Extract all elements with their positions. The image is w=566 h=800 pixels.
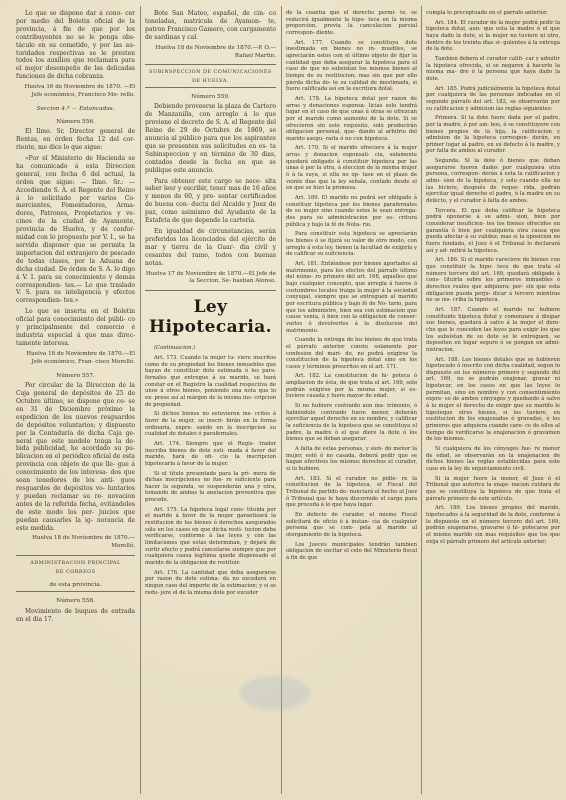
article: de la cuantía que el derecho permi- te, se reducirá igualmente la hipo- teca en la misma proporcion, previa la cancelacion parcial correspon- diente. bbox=[286, 10, 417, 36]
subinspection-subtitle: DE HUELVA. bbox=[192, 78, 229, 85]
article: Tambien deberá el curador califi- car y admitir la hipoteca ofrecida, si se negaren á hacerlo la misma ma- dre ó la persona que haya dado la dote. bbox=[426, 55, 560, 82]
notice-number: Número 556. bbox=[56, 118, 95, 125]
paragraph: Lo que se dispone dar á cono- cer por medio del Boletin oficial de la provincia, á fin de que por los contribuyentes no se le ponga obs- táculo en su cometido, y por las au- toridades respectivas se le presten todos los auxilios que reclamara para el mejor desempeño de las delicadas funciones de dicha cobranza. bbox=[16, 10, 135, 81]
article: En defecto de curador, el mismo Fiscal solicitará de oficio ó á instan- cia de cualquier persona que se com- pela al marido al otorgamiento de la hipoteca. bbox=[286, 511, 417, 538]
article: Si el título presentado para la pri- mera de dichas inscripciones no fue- re suficiente para hacer la segunda, se suspenderán una y otra, tomando de ambas la anotacion preventiva que procede. bbox=[145, 470, 276, 504]
signature: Huelva 18 de Noviembre de 1870.—P. O.—Rafael Martin. bbox=[155, 44, 276, 59]
paragraph: Por circular de la Direccion de la Caja general de depósitos de 25 de Octubre último, se dispone que co- se en 31 de Diciembre próximo la espedicion de los nuevos resguardos de depósitos voluntarios; y dispuesto por la Contaduría de dicha Caja ge- neral que este modelo tenga la de- bida publicidad, he acordado su pu- blicacion en el periódico oficial de esta provincia con objeto de que lle- gue á conocimiento de los interesa- dos que sean tenedores de los anti- guos resguardos de depósitos vo- luntarios y puedan reclamar su re- novacion antes de la referida fecha, evitándoles de este modo los per- juicios que puedan causarles la ig- norancia de este medida. bbox=[16, 382, 135, 532]
signature: Huelva 16 de Noviembre de 1870. —El Jefe económico, Francisco Mo- rello. bbox=[24, 84, 135, 99]
column-3 bbox=[286, 10, 417, 794]
notice-number: Número 559. bbox=[191, 93, 230, 100]
article: Primera. Si la dote fuere dada por el padre, por la madre, ó por am- bos, ó se constituyere con bienes propios de la hija, la calificacion y admision de la hipoteca correspon- derán, en primer lugar al padre, en su defecto á la madre, y por falta de ambos al curador. bbox=[426, 115, 560, 155]
paragraph: En igualdad de circunstancias, serán preferidos los licenciados del ejército de mar y tierra de la Guar- dia civil y cesantes del ramo, todos con buenas notas. bbox=[145, 228, 276, 267]
article: Para constituir esta hipoteca se apreciarán los bienes ó se fijará su valor de otro modo, con arreglo á esta ley, tienen la facultad de exigirla y de calificar su suficiencia. bbox=[286, 231, 417, 258]
divider bbox=[16, 555, 135, 556]
article: Art. 178. La hipoteca dotal por razon de arras y donaciones esponsa- licias solo tendrá lugar en el caso de que unas ú otras se ofrezcan por el marido como aumento de la dote. Si se ofrecieren sin este requisito, solo producirán obligacion personal, que- dando al arbitrio del marido asegu- rarla ó no con hipoteca. bbox=[286, 95, 417, 142]
column-rule bbox=[140, 6, 141, 794]
column-rule bbox=[421, 6, 422, 794]
article: Art. 185. Podrá judicialmente la hipoteca dotal por cualquiera de las personas indicadas en el segundo párrafo del art. 182, se observarán por su calificacion y admision las reglas siguientes: bbox=[426, 85, 560, 112]
column-2 bbox=[145, 10, 276, 794]
paragraph: Para obtener este cargo se nece- sita saber leer y escribir, tener mas de 16 años y menos de 60, y pre- sentar certificados de buena con- ducta del Alcalde y Juez de paz, como asimismo del Ayudante de la Estafeta de que depende la cartería. bbox=[145, 177, 276, 225]
article: Los Jueces municipales tendrán tambien obligacion de excitar el celo del Ministerio fiscal á fin de que bbox=[286, 541, 417, 561]
paragraph: Lo que se inserta en el Boletin oficial para conocimiento del públi- co y principalmente del comercio é industria especial á que mas direc- tamente interesa. bbox=[16, 308, 135, 347]
article: Art. 175. La hipoteca legal cons- tituida por el marido á favor de la mujer garantizará la restitucion de los bienes ó derechos asegurados sólo en los casos en que dicha resti- tucion deba verificarse, conforme á las leyes y con las limitaciones que estas determinan, y dejará de surtir efecto y podrá cancelarse siempre que por cualquiera causa legítima quede dispensado el marido de la obligacion de restituir. bbox=[145, 506, 276, 567]
ink-stain bbox=[240, 676, 310, 710]
divider bbox=[145, 64, 276, 65]
article: Art. 183. Si el curador no pidie- re la constitucion de la hipoteca, el Fiscal del Tribunal de partido de- nunciará el hecho al Juez ó Tribunal que le haya discernido el cargo para que proceda á lo que haya lugar. bbox=[286, 475, 417, 509]
article: Art. 187. Cuando el marido no hubiere constituido hipoteca dotal y comenzare á disipar sus bienes, quedará á salvo á la mujer el dere- cho que le conceden las leyes para exigir los que los subsistan de su dote se le entreguen, se depositen en lugar seguro ó se pongan en admi- nistracion. bbox=[426, 306, 560, 353]
article: Si cualquiera de los cónyuges fue- re menor de edad, se observarán en la enajenacion de dichos bienes las reglas establecidas para este caso en la ley de enjuiciamiento civil. bbox=[426, 446, 560, 472]
article: Si no hubiere contraido aun ma- trimonio, ó habiéndolo contraido fuere menor, deberán ejercitar aquel derecho en su nombre, y calificar la suficiencia de la hipoteca que se constituya el padre, la madre ó el que diere la dote ó los bienes que se deban asegurar. bbox=[286, 403, 417, 443]
article: Art. 182. La constitucion de hi- poteca ó ampliacion de ésta, de que trata el art. 169, solo podrán exigirse por la misma mujer, si es- tuviere casada y fuere mayor de edad. bbox=[286, 373, 417, 400]
divider bbox=[145, 290, 276, 291]
signature: Huelva 17 de Noviembre de 1870.—El Jefe de la Seccion, Se- bastian Alonso. bbox=[145, 270, 276, 285]
article: Art. 180. El marido no podrá ser obligado á constituir hipoteca por los bienes parafernales de su mujer sino cuando estos le sean entrega- dos para su administracion por es- critura pública y bajo la fé de Nota- rio. bbox=[286, 195, 417, 228]
paragraph: Debiendo proveerse la plaza de Cartero de Manzanilla, con arreglo á lo que previene el decreto de S. A. el Regente del Reino de 29 de Octubre de 1869, se anuncia al público para que los aspirantes que se presenten sus solicitudes en es- ta Subinspeccion y en término de 30 dias, contados desde la fecha en que se publique este anuncio. bbox=[145, 103, 276, 174]
article: Art. 177. Cuando se constituya dote inestimada en bienes no in- muebles, se apreciarán estos con el último objeto de fijar la cantidad que deba asegurar la hipoteca para el caso de que no subsistan los mismos bienes al tiempo de su restitucion; mas sin que por ello pierda dicha do- te su calidad de inestimada, si fuere calificada así en la escritura dotal. bbox=[286, 39, 417, 93]
article: Si la mujer fuere la menor, el Juez ó el Tribunal que autorice la enaje- nacion cuidará de que se constituya la hipoteca de que trata el párrafo primero de este artículo. bbox=[426, 475, 560, 502]
signature: Huelva 18 de Noviembre de 1870.—Morelló. bbox=[32, 535, 135, 550]
article: Art. 173. Cuando la mujer tu- viere inscritos como de su propiedad los bienes inmuebles que hayan de constituir dote estimada ó los para- fernales que entregue á su marido, se hará constar en el Registro la cualidad respectiva de unos ú otros bienes, poniendo una nota que lo ex- prese así al márgen de la misma ins- cripcion de propiedad. bbox=[145, 355, 276, 408]
paragraph: «Por el Ministerio de Hacienda se ha comunicado á esta Direccion general, con fecha 6 del actual, la órden que sigue: — Ilmo. Sr.: — Accediendo S. A. el Regente del Reino á lo solicitado por varios Co- merciantes, Fomentadores, Arma- dores, Patrones, Propietarios y ve- cinos de la ciudad de Ayamonte, provincia de Huelva, y de confor- midad con lo propuesto por V. I., se ha servido disponer que se permita la importacion del extranjero de pescado de todas clases, por la Aduana de dicha ciudad. De órden de S. A. lo digo á V. I. para su conocimiento y demás correspondien- tes.— Lo que traslado V. S. para su inteligencia y efectos correspondien- tes.» bbox=[16, 155, 135, 305]
article: Art. 184. El curador de la mujer podrá pedir la hipoteca dotal, aun- que esta la madre ó el que haya dado la dote, si la mujer no tuviere ni otro, dentro de los treinta dias si- guientes á la entrega de la dote. bbox=[426, 19, 560, 53]
article: Art. 176. La cantidad que deba asegurarse por razon de dote estima- da no excederá en ningun caso del importe de la estimacion; y si se redu- jere el de la misma dote por exceder bbox=[145, 569, 276, 596]
article: Segunda. Si la dote ó bienes que deban asegurarse fueren dados por cualquiera otra persona, correspon- derán á esta la calificacion y admi- sion de la hipoteca, y solo cuando ella no las hiciere, después de reque- rida, podrán ejercitar igual derecho el padre, ó la madre en su defecto, y el curador á falta de ambos. bbox=[426, 158, 560, 205]
admin-province: de esta provincia. bbox=[49, 581, 102, 588]
column-1 bbox=[16, 10, 135, 794]
continuation-note: (Continuacion.) bbox=[154, 345, 196, 352]
article: Si dichos bienes no estuvieren ins- critos á favor de la mujer, se inscri- birán en la forma ordinaria, expre- sando en la inscripcion su cualidad de dotales ó parafernales. bbox=[145, 411, 276, 438]
divider bbox=[145, 87, 276, 88]
notice-number: Número 558. bbox=[56, 598, 95, 605]
article: Cuando la entrega de los bienes de que trata el párrafo anterior conste solamente por confesion del mari- do, no podrá exigirse la constitucion de la hipoteca dotal sino en los casos y términos prescritos en el art. 171. bbox=[286, 337, 417, 370]
divider bbox=[16, 591, 135, 592]
article: Art. 186. Si el marido careciere de bienes con que constituir la hipo- teca de que trata el número tercero del art. 169, quedará obligado á cons- tituirla sobre los primeros inmuebles ó derechos reales que adquiera; per- sin que esta obligacion pueda perju- dicar á tercero mientras no se ins- criba la hipoteca. bbox=[426, 257, 560, 304]
article: A falta de estas personas, y sien- do menor la mujer, esté ó no casada, deberá pedir que se hagan efectivos los mismos derechos el curador, si lo hubiere. bbox=[286, 446, 417, 472]
law-title: Ley Hipotecaria. bbox=[149, 297, 272, 338]
signature: Huelva 18 de Noviembre de 1870.—El Jefe económico, Fran- cisco Morelló. bbox=[26, 350, 135, 365]
paragraph: Bote San Mateo, español, de cin- co toneladas, matrícula de Ayamon- te, patron Francisco Gamero, con cargamento de sardinas y cal. bbox=[145, 10, 276, 41]
subinspection-title: SUBINSPECCION DE COMUNICACIONES bbox=[149, 69, 272, 76]
article: Art. 188. Los bienes dotales que se hubieren hipotecado ó inscrito con dicha cualidad, segun lo dispuesto en los números primero y segundo del art. 169, no se podrán enajenar, gravar ni hipotecar, en los casos en que las leyes lo permitan, sino en nombre y con consentimiento expre- so de ambos cónyuges y quedando á salvo á la mujer el derecho de exigir que su marido le hipoteque otros bienes, si los tuviere, en sustitucion de los enajenados ó gravados, ó los primeros que adquiera cuando care- ce de ellos al tiempo de verificarse la enajenacion ó gravamen de los mismos. bbox=[426, 356, 560, 443]
paragraph: Movimiento de buques de entrada en el dia 17. bbox=[16, 607, 135, 623]
notice-number: Número 557. bbox=[56, 372, 95, 379]
admin-title: ADMINISTRACION PRINCIPAL bbox=[30, 560, 121, 567]
paragraph: El Ilmo. Sr. Director general de Rentas, en órden fecha 12 del cor- riente, me dice lo que sigue: bbox=[16, 128, 135, 152]
article: cumpla lo preceptuado en el párrafo anterior. bbox=[426, 10, 548, 16]
article: Art. 174. Siempre que el Regis- trador inscriba bienes de dote esti- mada á favor del marido, hará de ofi- cio la inscripcion hipotecaria á favor de la mujer. bbox=[145, 440, 276, 467]
section-title: Seccion 4.ª — Estancadas. bbox=[36, 105, 115, 112]
admin-subtitle: DE CORREOS bbox=[55, 568, 96, 575]
article: Art. 179. Si el marido ofreciere á la mujer arras y donacion esponsali- cia, solamente quedará obligado á constituir hipoteca por las unas ó por la otra, á eleccion de la misma mujer ó á la suya, si ella no op- tase en el plazo de veinte dias que la ley señala, contado desde el en que se hizo la promesa. bbox=[286, 145, 417, 192]
article: Tercera. El que deba calificar la hipoteca podrá oponerse á su admi- sion, bien por considerar insuficien- tes los bienes ofrecidos en garantía ó bien por cualquiera otra causa que pueda afectar á su validez; mas si la oposicion no fuere fundada, el Juez ó el Tribunal lo declarará así y ad- mitirá la hipoteca. bbox=[426, 207, 560, 254]
column-4 bbox=[426, 10, 560, 794]
article: Art. 181. Entiéndese por bienes aportados al matrimonio, para los efectos del párrafo último del núme- ro primero del art. 168, aquellos que bajo cualquier concepto, que arregla á fueros ó costumbres locales traiga la mujer á la sociedad conyugal, siempre que se entreguen al marido por escritura pública y bajo fé de No- tario, para que los administre, bien sea con estimacion que cause venta, ó bien con la obligacion de conser- varlos ó devolverlos á la disolucion del matrimonio. bbox=[286, 260, 417, 334]
article: Art. 189. Los bienes propios del marido, hipotecados á la seguridad de la dote, conforme á lo dispuesto en el número tercero del art. 169, podrán enajenarse, gravarse ó hi- potecarse por el mismo marido sin mas requisitos que los que exija el párrafo primero del artículo anterior; bbox=[426, 505, 560, 545]
